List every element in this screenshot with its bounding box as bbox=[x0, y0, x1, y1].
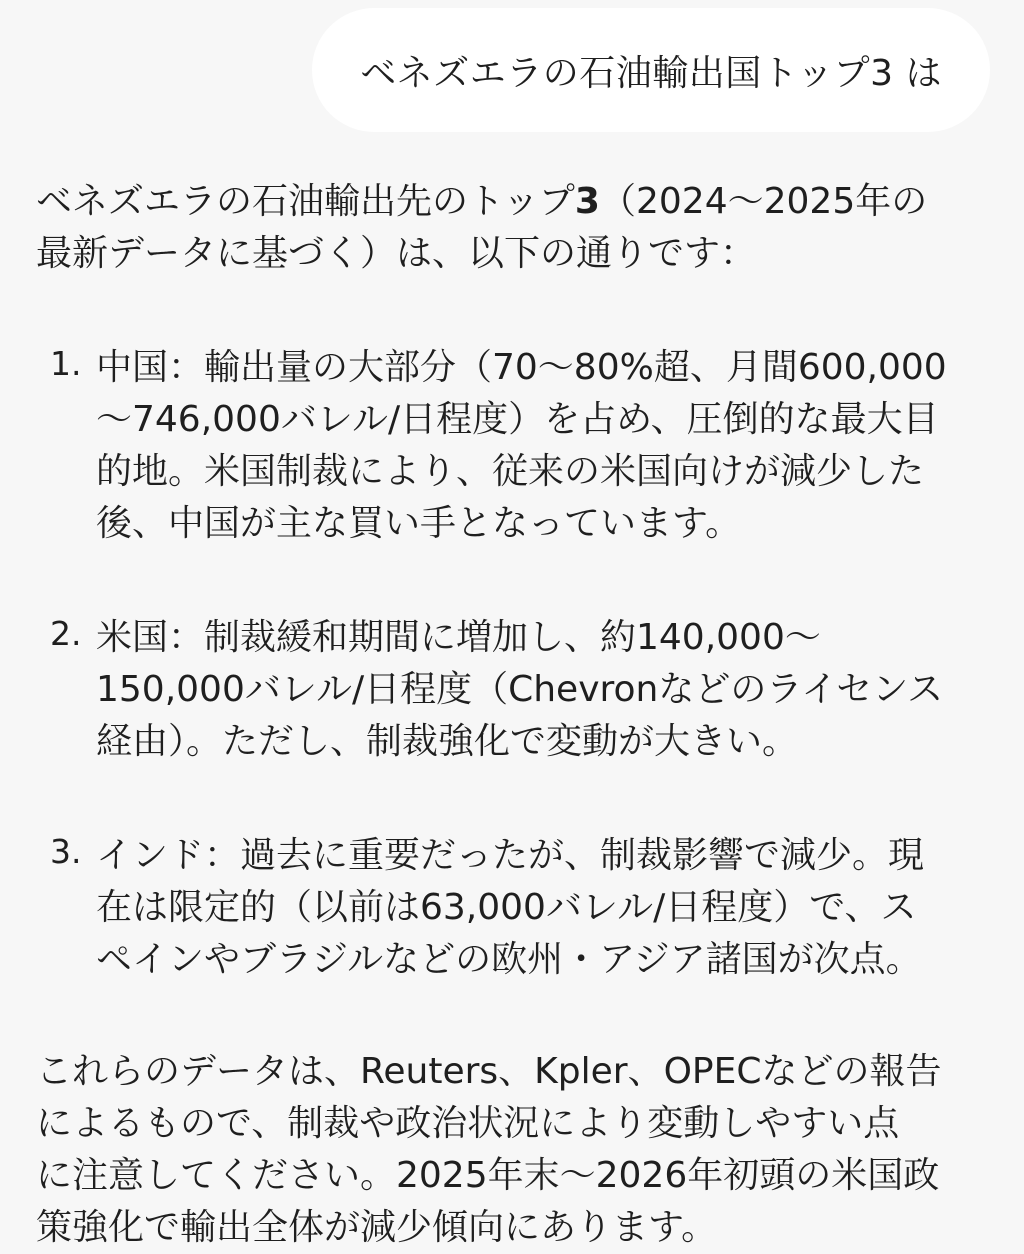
outro-line: によるもので、制裁や政治状況により変動しやすい点 bbox=[36, 1103, 900, 1144]
outro-line: 策強化で輸出全体が減少傾向にあります。 bbox=[36, 1207, 718, 1248]
outro-line: これらのデータは、Reuters、Kpler、OPECなどの報告 bbox=[36, 1051, 942, 1092]
list-item-line: 中国：輸出量の大部分（70〜80%超、月間600,000 bbox=[96, 347, 947, 388]
list-item-line: 的地。米国制裁により、従来の米国向けが減少した bbox=[96, 451, 925, 492]
list-item-line: インド：過去に重要だったが、制裁影響で減少。現 bbox=[96, 835, 925, 876]
list-item bbox=[36, 342, 986, 550]
list-item-number: 2. bbox=[50, 614, 82, 653]
list-item bbox=[36, 830, 986, 986]
list-item-line: 150,000バレル/日程度（Chevronなどのライセンス bbox=[96, 669, 944, 710]
user-message-bubble bbox=[312, 8, 990, 132]
intro-bold-number: 3 bbox=[574, 181, 600, 222]
list-item-line: 経由）。ただし、制裁強化で変動が大きい。 bbox=[96, 721, 799, 762]
response-intro bbox=[36, 176, 986, 280]
assistant-response bbox=[36, 176, 986, 1254]
list-item-line: 米国：制裁緩和期間に増加し、約140,000〜 bbox=[96, 617, 821, 658]
list-item-line: 後、中国が主な買い手となっています。 bbox=[96, 503, 742, 544]
list-item-number: 3. bbox=[50, 832, 82, 871]
list-item-line: 在は限定的（以前は63,000バレル/日程度）で、ス bbox=[96, 887, 917, 928]
intro-text: （2024〜2025年の bbox=[599, 181, 928, 222]
list-item-line: ペインやブラジルなどの欧州・アジア諸国が次点。 bbox=[96, 939, 922, 980]
list-item bbox=[36, 612, 986, 768]
outro-line: に注意してください。2025年末〜2026年初頭の米国政 bbox=[36, 1155, 940, 1196]
intro-line bbox=[36, 176, 986, 228]
response-outro bbox=[36, 1046, 986, 1254]
intro-line: 最新データに基づく）は、以下の通りです： bbox=[36, 233, 757, 274]
list-item-number: 1. bbox=[50, 344, 82, 383]
list-item-line: 〜746,000バレル/日程度）を占め、圧倒的な最大目 bbox=[96, 399, 939, 440]
intro-text: ベネズエラの石油輸出先のトップ bbox=[36, 181, 575, 222]
user-message-text: ベネズエラの石油輸出国トップ3 は bbox=[360, 52, 942, 94]
ranked-list bbox=[36, 342, 986, 986]
